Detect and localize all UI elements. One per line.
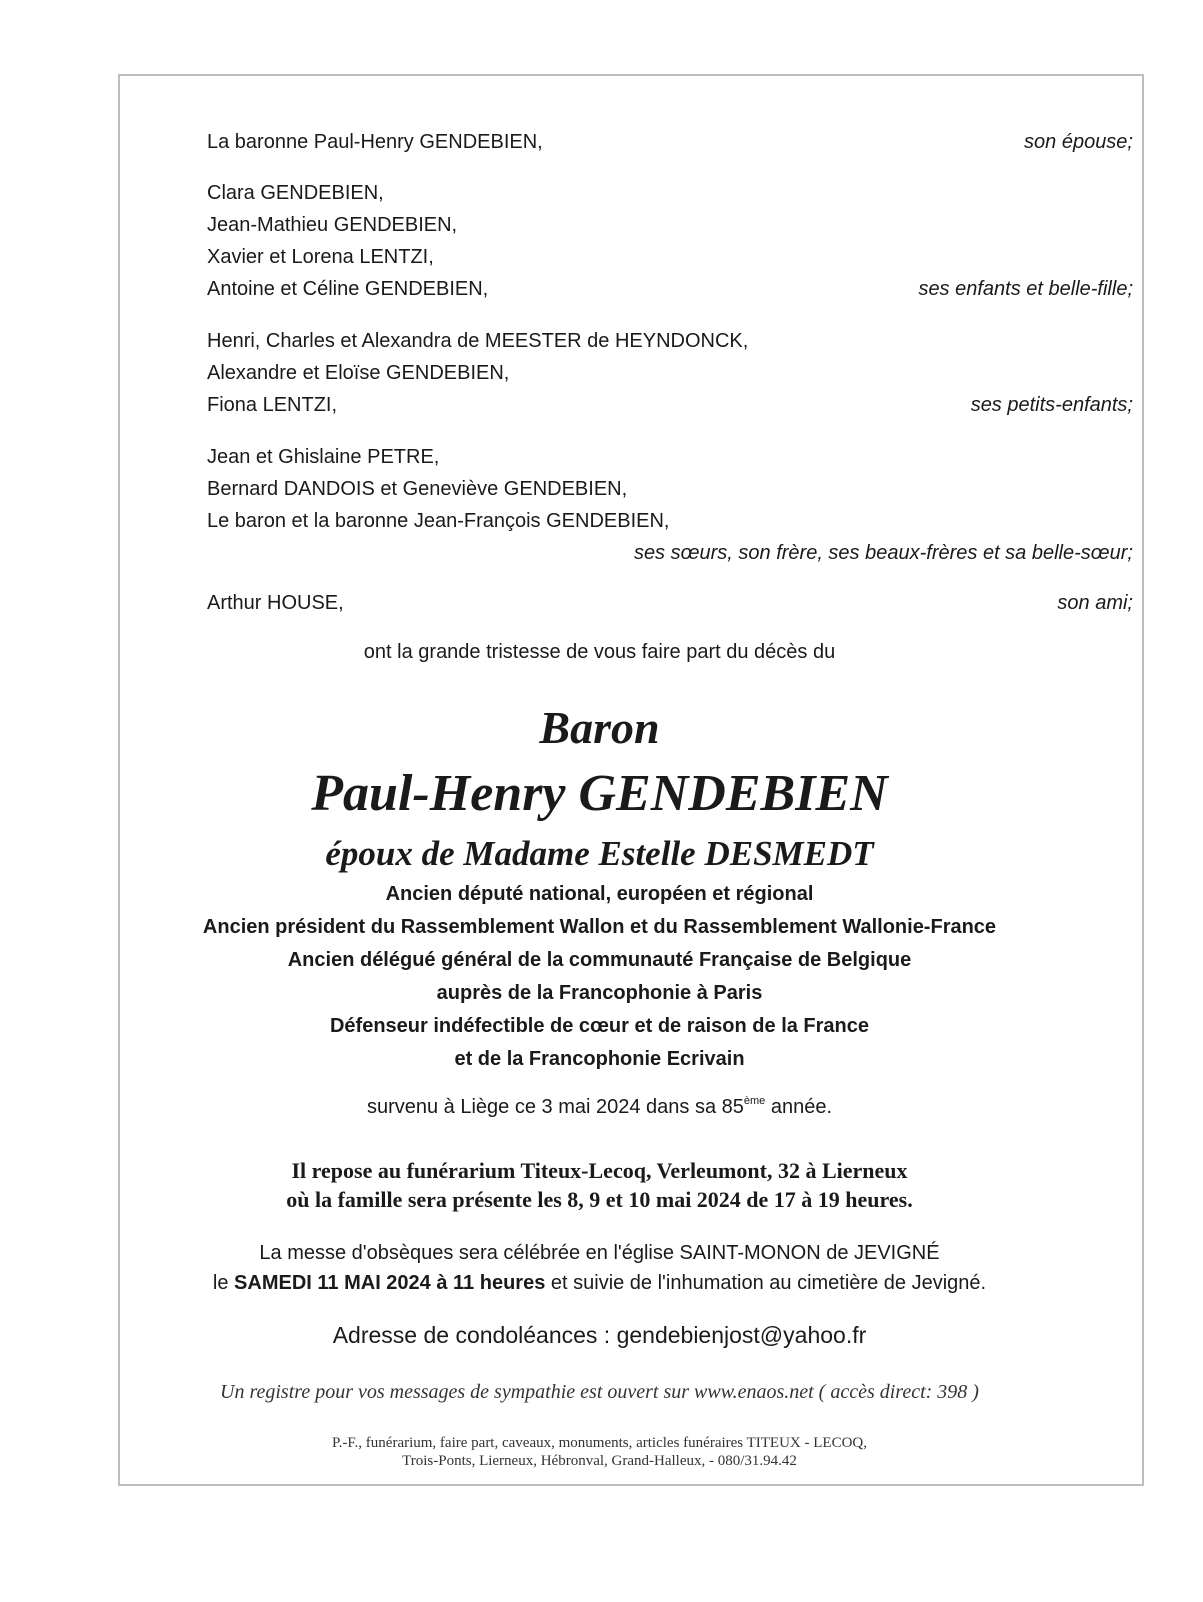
footer-line: Trois-Ponts, Lierneux, Hébronval, Grand-Halleux, - 080/31.94.42 bbox=[402, 1453, 797, 1469]
deceased-name: Paul-Henry GENDEBIEN bbox=[311, 765, 888, 822]
condolences-address: Adresse de condoléances : gendebienjost@yahoo.fr bbox=[332, 1322, 867, 1348]
qualities-list bbox=[0, 878, 1201, 1076]
quality-line: auprès de la Francophonie à Paris bbox=[436, 982, 763, 1004]
family-name-line: Fiona LENTZI, bbox=[207, 394, 338, 416]
mass-text: et suivie de l'inhumation au cimetière de Jevigné. bbox=[545, 1272, 987, 1294]
spouse-names bbox=[207, 126, 543, 158]
spouse-line: époux de Madame Estelle DESMEDT bbox=[325, 834, 874, 873]
repose-line: Il repose au funérarium Titeux-Lecoq, Verleumont, 32 à Lierneux bbox=[291, 1158, 908, 1183]
family-name-line: Jean-Mathieu GENDEBIEN, bbox=[207, 214, 458, 236]
family-name-line: Bernard DANDOIS et Geneviève GENDEBIEN, bbox=[207, 478, 628, 500]
registry-note: Un registre pour vos messages de sympathie est ouvert sur www.enaos.net ( accès direct: 398 ) bbox=[220, 1381, 979, 1403]
deceased-title: Baron bbox=[539, 702, 660, 753]
mass-date: SAMEDI 11 MAI 2024 à 11 heures bbox=[234, 1272, 546, 1294]
death-text: survenu à Liège ce 3 mai 2024 dans sa 85 bbox=[366, 1096, 744, 1118]
mass-text: le bbox=[212, 1272, 235, 1294]
grandchildren-role: ses petits-enfants; bbox=[970, 394, 1133, 416]
spouse-role: son épouse; bbox=[1024, 131, 1133, 153]
footer-line: P.-F., funérarium, faire part, caveaux, monuments, articles funéraires TITEUX - LECOQ, bbox=[331, 1435, 867, 1451]
quality-line: Ancien délégué général de la communauté Française de Belgique bbox=[287, 949, 912, 971]
siblings-names bbox=[207, 441, 669, 537]
friend-names bbox=[207, 587, 344, 619]
children-role: ses enfants et belle-fille; bbox=[918, 278, 1133, 300]
repose-line: où la famille sera présente les 8, 9 et 10 mai 2024 de 17 à 19 heures. bbox=[286, 1187, 913, 1212]
mass-block bbox=[0, 1238, 1201, 1298]
announcement-text: ont la grande tristesse de vous faire part du décès du bbox=[363, 641, 836, 663]
children-names bbox=[207, 177, 488, 305]
mass-line-1: La messe d'obsèques sera célébrée en l'église SAINT-MONON de JEVIGNÉ bbox=[259, 1242, 940, 1264]
quality-line: Défenseur indéfectible de cœur et de raison de la France bbox=[329, 1015, 870, 1037]
funeral-home-footer bbox=[0, 1434, 1201, 1470]
mass-line-2 bbox=[0, 1268, 1201, 1298]
death-line bbox=[0, 1093, 1201, 1121]
family-name-line: Xavier et Lorena LENTZI, bbox=[207, 246, 434, 268]
quality-line: Ancien président du Rassemblement Wallon et du Rassemblement Wallonie-France bbox=[202, 916, 997, 938]
family-name-line: Alexandre et Eloïse GENDEBIEN, bbox=[207, 362, 510, 384]
repose-block bbox=[0, 1156, 1201, 1214]
family-name-line: Arthur HOUSE, bbox=[207, 592, 344, 614]
friend-role: son ami; bbox=[1057, 592, 1133, 614]
quality-line: et de la Francophonie Ecrivain bbox=[454, 1048, 745, 1070]
family-name-line: Jean et Ghislaine PETRE, bbox=[207, 446, 440, 468]
family-name-line: La baronne Paul-Henry GENDEBIEN, bbox=[207, 131, 543, 153]
family-name-line: Clara GENDEBIEN, bbox=[207, 182, 384, 204]
family-name-line: Henri, Charles et Alexandra de MEESTER de HEYNDONCK, bbox=[207, 330, 749, 352]
siblings-role: ses sœurs, son frère, ses beaux-frères et sa belle-sœur; bbox=[633, 542, 1133, 564]
family-name-line: Le baron et la baronne Jean-François GENDEBIEN, bbox=[207, 510, 670, 532]
death-text-end: année. bbox=[765, 1096, 833, 1118]
grandchildren-names bbox=[207, 325, 748, 421]
quality-line: Ancien député national, européen et régional bbox=[385, 883, 814, 905]
ordinal-superscript: ème bbox=[743, 1095, 766, 1107]
family-name-line: Antoine et Céline GENDEBIEN, bbox=[207, 278, 489, 300]
